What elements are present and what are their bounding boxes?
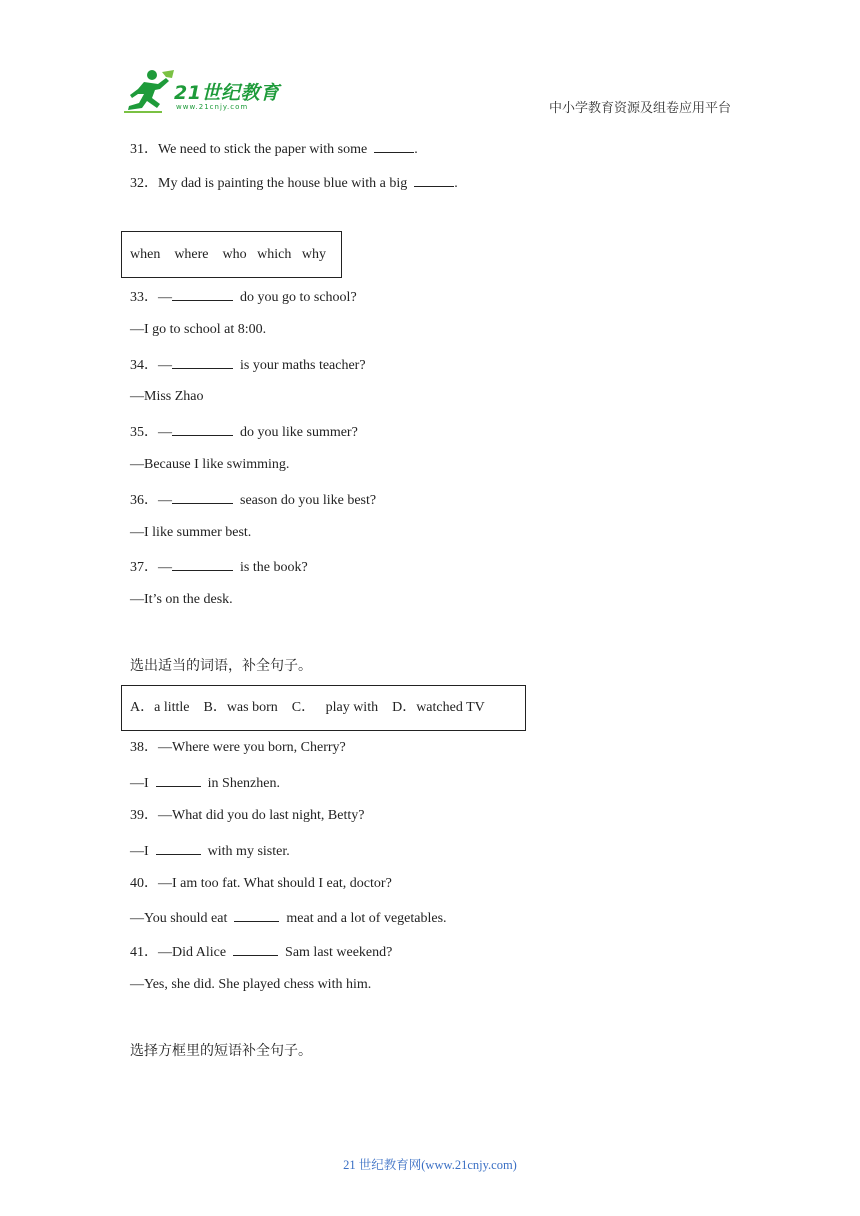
answer-blank[interactable] [172, 422, 233, 436]
question-prefix: 41．—Did Alice [130, 945, 227, 960]
question-prefix: 34．— [130, 358, 172, 373]
word-box-2: A．a little B．was born C． play with D．watched TV [121, 685, 526, 731]
answer-40 [130, 908, 447, 928]
answer-36: —I like summer best. [130, 525, 252, 540]
answer-33: —I go to school at 8:00. [130, 322, 267, 337]
question-text: 31．We need to stick the paper with some [130, 142, 368, 157]
question-text: do you go to school? [240, 290, 357, 305]
answer-blank[interactable] [172, 557, 233, 571]
question-35 [130, 422, 358, 442]
answer-blank[interactable] [172, 490, 233, 504]
page-footer: 21 世纪教育网(www.21cnjy.com) [343, 1158, 517, 1172]
question-40: 40．—I am too fat. What should I eat, doctor? [130, 876, 392, 891]
answer-blank[interactable] [156, 773, 201, 787]
answer-35: —Because I like swimming. [130, 457, 290, 472]
question-text: season do you like best? [240, 493, 377, 508]
section-instruction: 选出适当的词语，补全句子。 [130, 659, 312, 674]
runner-logo-icon [122, 68, 178, 114]
question-31 [130, 139, 418, 159]
question-38: 38．—Where were you born, Cherry? [130, 740, 346, 755]
question-41 [130, 942, 392, 962]
answer-blank[interactable] [156, 841, 201, 855]
answer-blank[interactable] [233, 942, 278, 956]
page-header [0, 0, 860, 125]
answer-prefix: —I [130, 776, 149, 791]
question-text: is your maths teacher? [240, 358, 366, 373]
answer-prefix: —You should eat [130, 911, 228, 926]
question-33 [130, 287, 357, 307]
answer-blank[interactable] [414, 173, 454, 187]
answer-blank[interactable] [234, 908, 279, 922]
question-text: do you like summer? [240, 425, 358, 440]
question-text: is the book? [240, 560, 308, 575]
question-36 [130, 490, 376, 510]
logo-text: 21世纪教育 [174, 82, 280, 104]
platform-name: 中小学教育资源及组卷应用平台 [549, 100, 732, 115]
answer-blank[interactable] [172, 355, 233, 369]
answer-blank[interactable] [172, 287, 233, 301]
answer-text: meat and a lot of vegetables. [286, 911, 447, 926]
question-text-end: . [414, 142, 418, 157]
question-prefix: 33．— [130, 290, 172, 305]
question-prefix: 37．— [130, 560, 172, 575]
answer-41: —Yes, she did. She played chess with him. [130, 977, 372, 992]
answer-blank[interactable] [374, 139, 414, 153]
question-prefix: 36．— [130, 493, 172, 508]
question-37 [130, 557, 308, 577]
answer-text: with my sister. [207, 844, 290, 859]
question-text-end: . [454, 176, 458, 191]
answer-34: —Miss Zhao [130, 389, 204, 404]
question-prefix: 35．— [130, 425, 172, 440]
answer-prefix: —I [130, 844, 149, 859]
logo [122, 68, 292, 114]
answer-39 [130, 841, 290, 861]
question-text: 32．My dad is painting the house blue with a big [130, 176, 408, 191]
section-instruction-2: 选择方框里的短语补全句子。 [130, 1044, 312, 1059]
answer-38 [130, 773, 280, 793]
answer-37: —It’s on the desk. [130, 592, 233, 607]
question-39: 39．—What did you do last night, Betty? [130, 808, 365, 823]
answer-text: in Shenzhen. [207, 776, 280, 791]
question-text: Sam last weekend? [285, 945, 393, 960]
question-32 [130, 173, 458, 193]
question-34 [130, 355, 366, 375]
word-box-1: when where who which why [121, 231, 342, 278]
logo-url: www.21cnjy.com [176, 103, 249, 111]
